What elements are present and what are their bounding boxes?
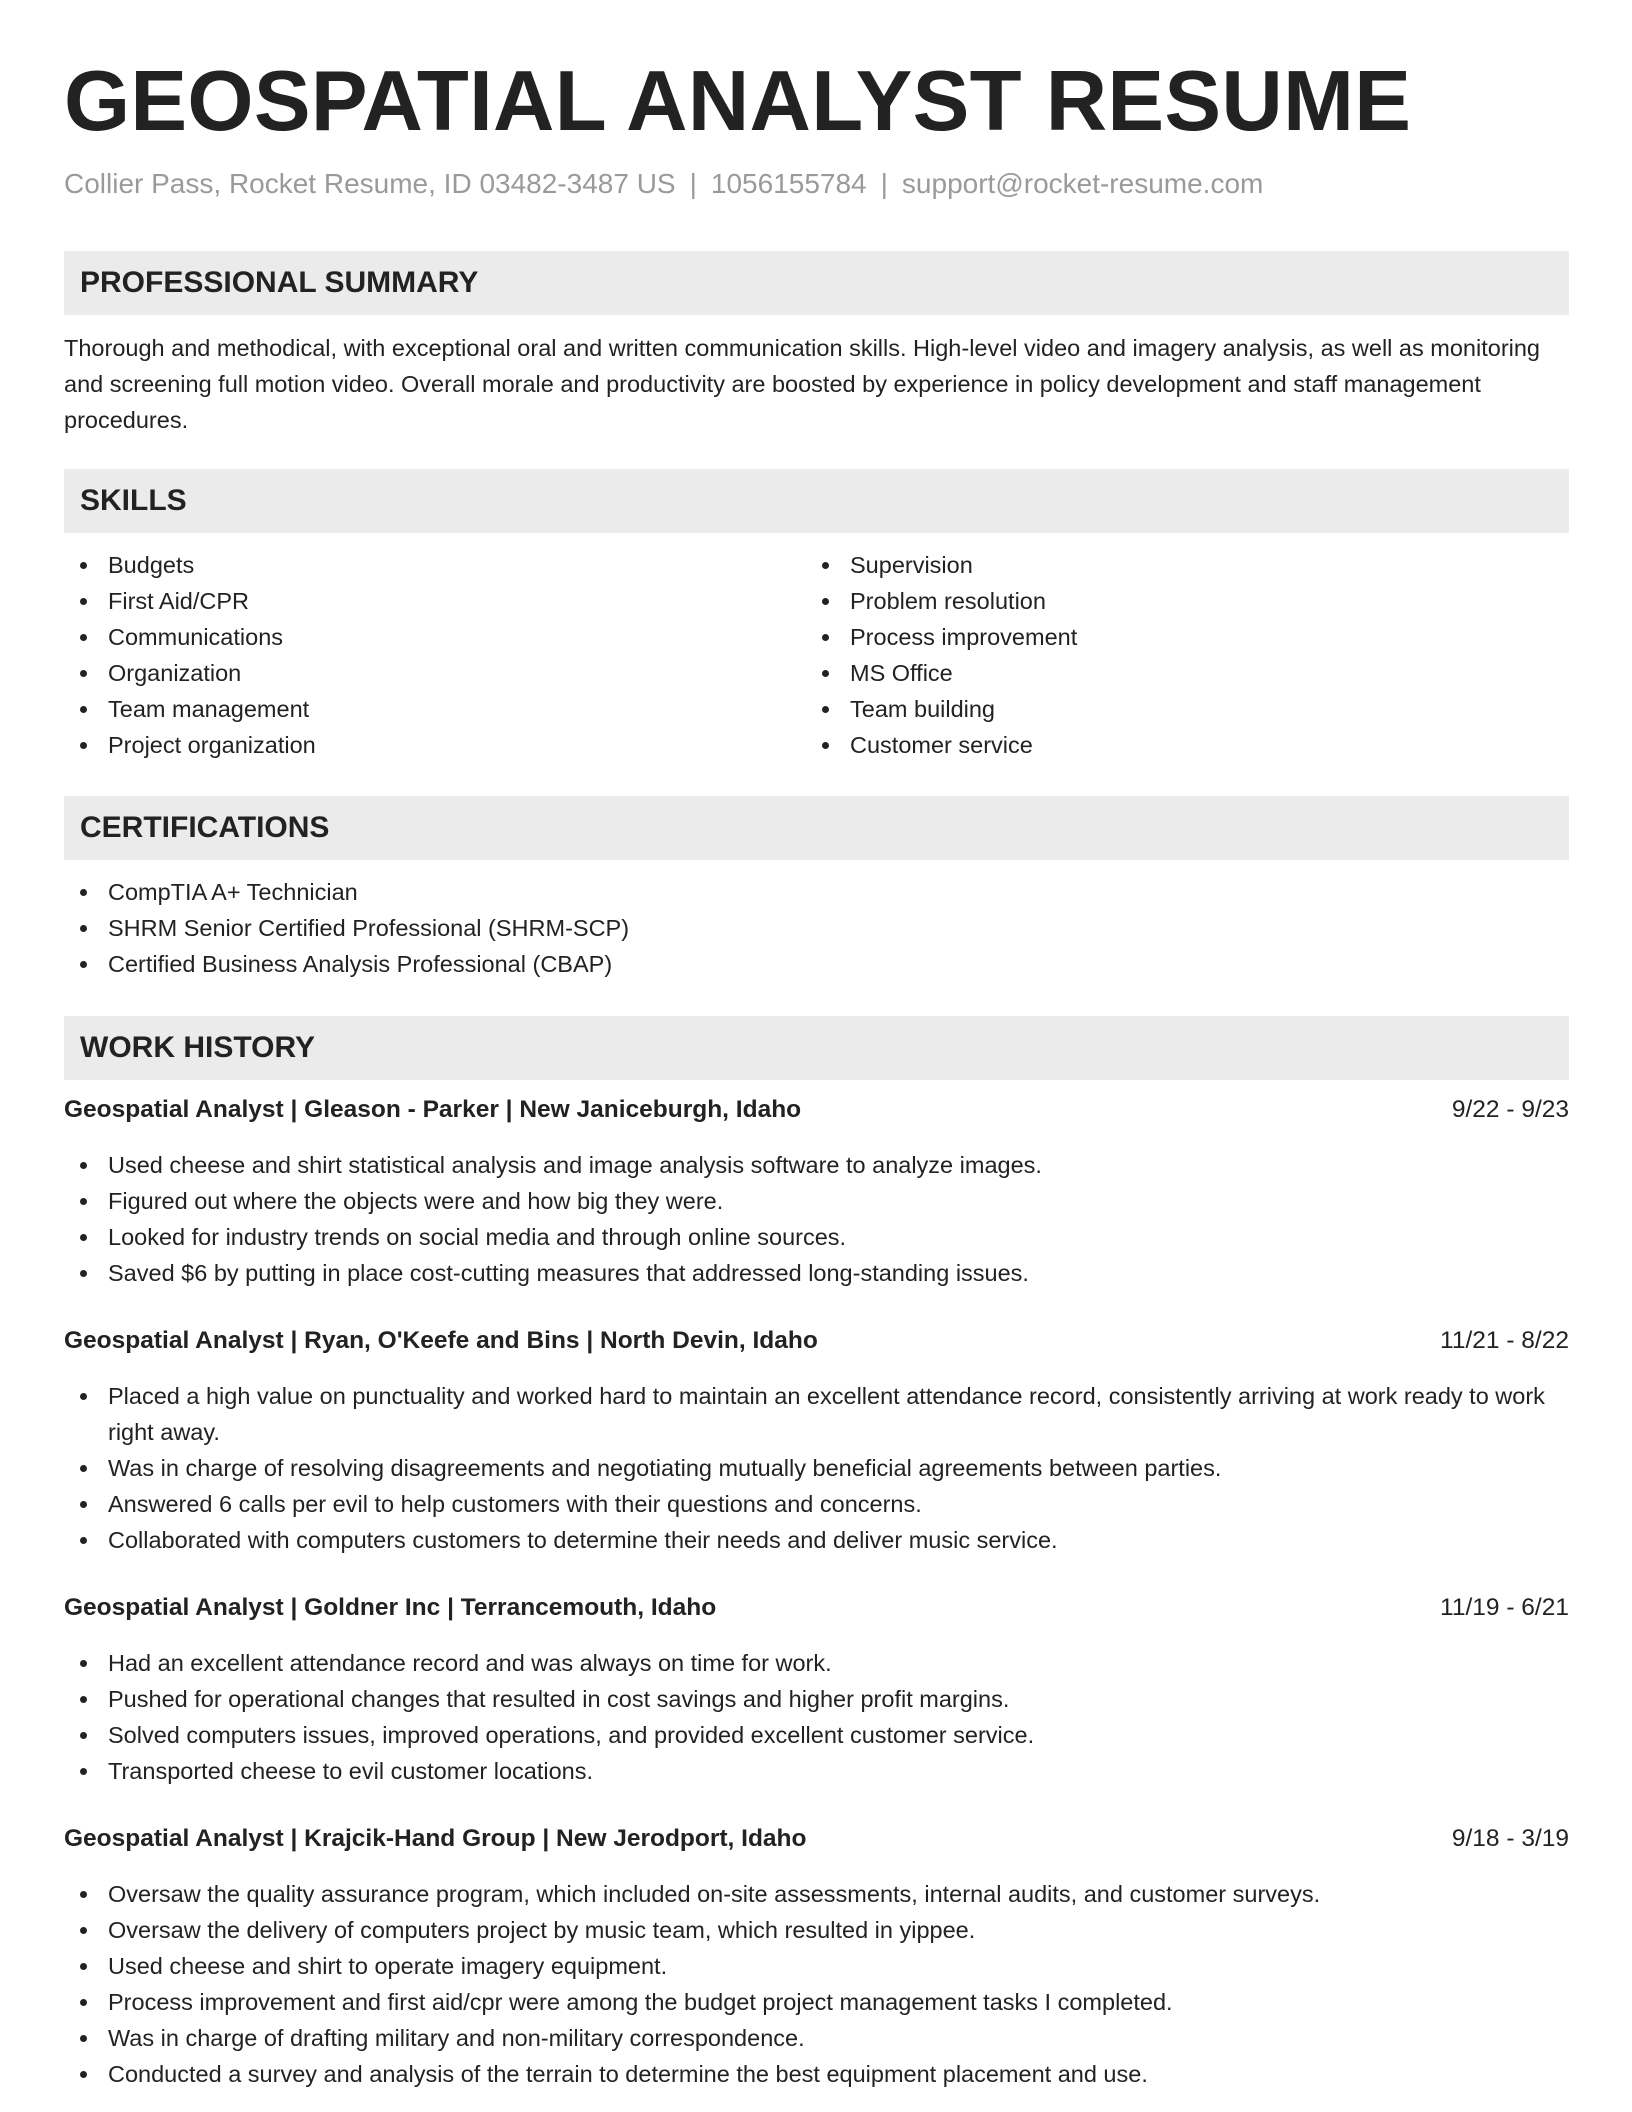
section-heading-skills: SKILLS (64, 469, 1569, 533)
skill-item: Problem resolution (806, 583, 1506, 619)
job-dates: 11/21 - 8/22 (1440, 1327, 1569, 1354)
job-bullets (64, 1378, 1569, 1558)
job-bullet: Was in charge of resolving disagreements and negotiating mutually beneficial agreements between parties. (64, 1450, 1569, 1486)
skill-item: Project organization (64, 727, 764, 763)
job-bullet: Placed a high value on punctuality and worked hard to maintain an excellent attendance record, consistently arriving at work ready to work right away. (64, 1378, 1569, 1450)
job-heading (64, 1323, 1569, 1359)
skills-column-right (806, 547, 1506, 763)
job-heading (64, 1821, 1569, 1857)
job-title: Geospatial Analyst | Ryan, O'Keefe and Bins | North Devin, Idaho (64, 1327, 818, 1354)
job-bullet: Had an excellent attendance record and was always on time for work. (64, 1645, 1569, 1681)
job-dates: 9/22 - 9/23 (1451, 1096, 1569, 1123)
skill-item: Process improvement (806, 619, 1506, 655)
contact-separator: | (880, 168, 888, 199)
skill-item: Organization (64, 655, 764, 691)
job-bullet: Oversaw the delivery of computers project by music team, which resulted in yippee. (64, 1912, 1569, 1948)
job-heading (64, 1590, 1569, 1626)
job-bullets (64, 1645, 1569, 1789)
job-bullet: Pushed for operational changes that resulted in cost savings and higher profit margins. (64, 1681, 1569, 1717)
job-bullet: Used cheese and shirt statistical analysis and image analysis software to analyze images. (64, 1147, 1569, 1183)
skill-item: Team management (64, 691, 764, 727)
certifications-list (64, 874, 1569, 982)
job-heading (64, 1092, 1569, 1128)
contact-separator: | (689, 168, 697, 199)
skills-list (64, 547, 1569, 767)
contact-address: Collier Pass, Rocket Resume, ID 03482-3487 US (64, 168, 676, 199)
job-dates: 11/19 - 6/21 (1440, 1594, 1569, 1621)
skills-column-left (64, 547, 764, 763)
skill-item: Team building (806, 691, 1506, 727)
resume-title: GEOSPATIAL ANALYST RESUME (64, 54, 1412, 149)
skill-item: Customer service (806, 727, 1506, 763)
job-bullet: Transported cheese to evil customer locations. (64, 1753, 1569, 1789)
job-bullets (64, 1147, 1569, 1291)
skill-item: Communications (64, 619, 764, 655)
skill-item: Budgets (64, 547, 764, 583)
summary-text: Thorough and methodical, with exceptional oral and written communication skills. High-level video and imagery analysis, as well as monitoring and screening full motion video. Overall morale and productivity are boosted by experience in policy development and staff management procedures. (64, 335, 1541, 433)
job-title: Geospatial Analyst | Krajcik-Hand Group | New Jerodport, Idaho (64, 1825, 807, 1852)
section-heading-work-history: WORK HISTORY (64, 1016, 1569, 1080)
job-bullet: Collaborated with computers customers to determine their needs and deliver music service. (64, 1522, 1569, 1558)
certification-item: Certified Business Analysis Professional (CBAP) (64, 946, 1569, 982)
job-bullet: Saved $6 by putting in place cost-cutting measures that addressed long-standing issues. (64, 1255, 1569, 1291)
job-bullet: Answered 6 calls per evil to help customers with their questions and concerns. (64, 1486, 1569, 1522)
skill-item: MS Office (806, 655, 1506, 691)
job-bullet: Solved computers issues, improved operations, and provided excellent customer service. (64, 1717, 1569, 1753)
contact-email[interactable]: support@rocket-resume.com (901, 168, 1264, 199)
job-bullet: Was in charge of drafting military and non-military correspondence. (64, 2020, 1569, 2056)
section-heading-summary: PROFESSIONAL SUMMARY (64, 251, 1569, 315)
section-heading-certifications: CERTIFICATIONS (64, 796, 1569, 860)
contact-line (64, 166, 1263, 202)
skill-item: First Aid/CPR (64, 583, 764, 619)
job-bullet: Oversaw the quality assurance program, which included on-site assessments, internal audits, and customer surveys. (64, 1876, 1569, 1912)
job-bullet: Looked for industry trends on social media and through online sources. (64, 1219, 1569, 1255)
job-title: Geospatial Analyst | Gleason - Parker | New Janiceburgh, Idaho (64, 1096, 802, 1123)
job-bullet: Used cheese and shirt to operate imagery equipment. (64, 1948, 1569, 1984)
skill-item: Supervision (806, 547, 1506, 583)
job-bullets (64, 1876, 1569, 2092)
job-bullet: Figured out where the objects were and how big they were. (64, 1183, 1569, 1219)
job-title: Geospatial Analyst | Goldner Inc | Terrancemouth, Idaho (64, 1594, 717, 1621)
certification-item: CompTIA A+ Technician (64, 874, 1569, 910)
contact-phone: 1056155784 (710, 168, 867, 199)
job-bullet: Conducted a survey and analysis of the terrain to determine the best equipment placement and use. (64, 2056, 1569, 2092)
job-bullet: Process improvement and first aid/cpr were among the budget project management tasks I completed. (64, 1984, 1569, 2020)
certification-item: SHRM Senior Certified Professional (SHRM-SCP) (64, 910, 1569, 946)
job-dates: 9/18 - 3/19 (1451, 1825, 1569, 1852)
